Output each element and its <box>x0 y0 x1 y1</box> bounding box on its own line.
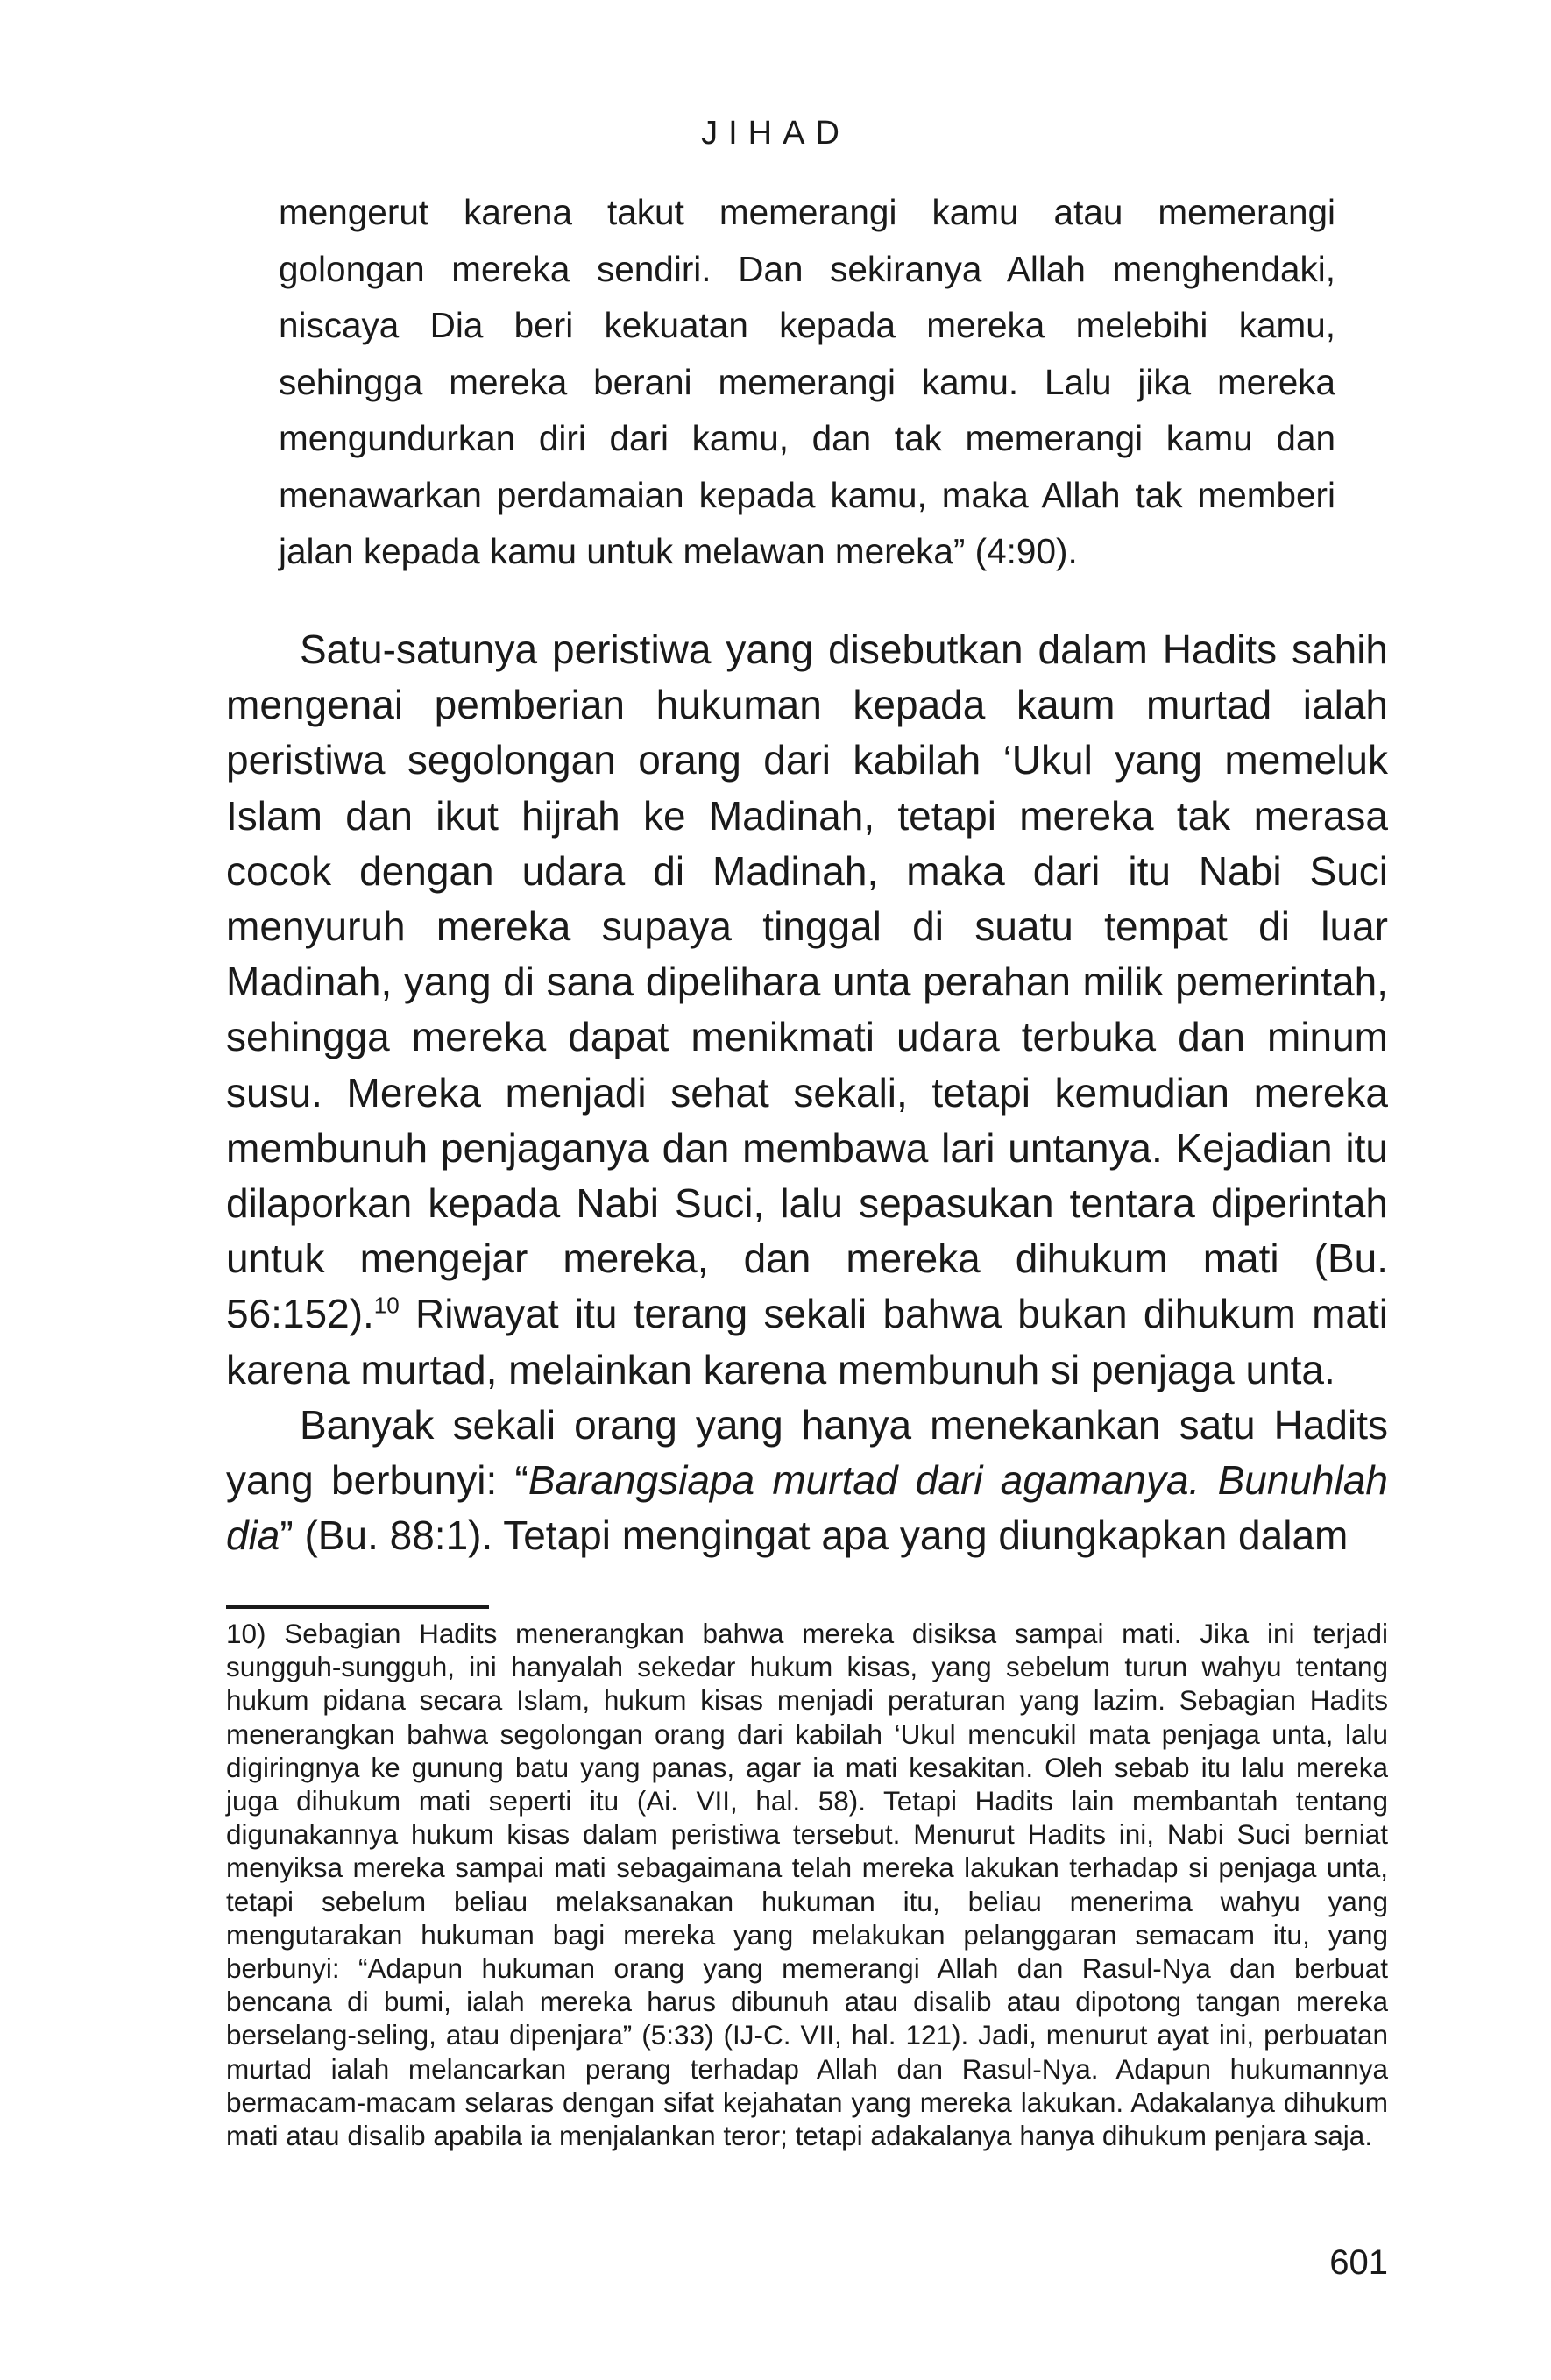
paragraph-2-text-b: ” (Bu. 88:1). Tetapi mengingat apa yang diungkapkan dalam <box>280 1512 1349 1559</box>
paragraph-2-quote-italic: Barangsiapa murtad dari agamanya. Bunuhlah dia <box>226 1457 1388 1559</box>
paragraph-2 <box>226 1398 1388 1564</box>
quoted-verse-text: mengerut karena takut memerangi kamu atau memerangi golongan mereka sendiri. Dan sekiranya Allah menghendaki, niscaya Dia beri kekuatan kepada mereka melebihi kamu, sehingga mereka berani memerangi kamu. Lalu jika mereka mengundurkan diri dari kamu, dan tak memerangi kamu dan menawarkan perdamaian kepada kamu, maka Allah tak memberi jalan kepada kamu untuk melawan mereka” (4:90). <box>279 192 1335 571</box>
main-text <box>226 622 1388 1563</box>
paragraph-1 <box>226 622 1388 1398</box>
quoted-verse <box>279 184 1335 580</box>
paragraph-2-text-a: Banyak sekali orang yang hanya menekankan satu Hadits yang berbunyi: “ <box>226 1401 1388 1504</box>
paragraph-1-text-a: Satu-satunya peristiwa yang disebutkan dalam Hadits sahih mengenai pemberian hukuman kepada kaum murtad ialah peristiwa segolongan orang dari kabilah ‘Ukul yang memeluk Islam dan ikut hijrah ke Madinah, tetapi mereka tak merasa cocok dengan udara di Madinah, maka dari itu Nabi Suci menyuruh mereka supaya tinggal di suatu tempat di luar Madinah, yang di sana dipelihara unta perahan milik pemerintah, sehingga mereka dapat menikmati udara terbuka dan minum susu. Mereka menjadi sehat sekali, tetapi kemudian mereka membunuh penjaganya dan membawa lari untanya. Kejadian itu dilaporkan kepada Nabi Suci, lalu sepasukan tentara diperintah untuk mengejar mereka, dan mereka dihukum mati (Bu. 56:152). <box>226 627 1388 1337</box>
running-head: JIHAD <box>701 115 850 152</box>
footnote-10: 10) Sebagian Hadits menerangkan bahwa mereka disiksa sampai mati. Jika ini terjadi sungguh-sungguh, ini hanyalah sekedar hukum kisas, yang sebelum turun wahyu tentang hukum pidana secara Islam, hukum kisas menjadi peraturan yang lazim. Sebagian Hadits menerangkan bahwa segolongan orang dari kabilah ‘Ukul mencukil mata penjaga unta, lalu digiringnya ke gunung batu yang panas, agar ia mati kesakitan. Oleh sebab itu lalu mereka juga dihukum mati seperti itu (Ai. VII, hal. 58). Tetapi Hadits lain membantah tentang digunakannya hukum kisas dalam peristiwa tersebut. Menurut Hadits ini, Nabi Suci berniat menyiksa mereka sampai mati sebagaimana telah mereka lakukan terhadap si penjaga unta, tetapi sebelum beliau melaksanakan hukuman itu, beliau menerima wahyu yang mengutarakan hukuman bagi mereka yang melakukan pelanggaran semacam itu, yang berbunyi: “Adapun hukuman orang yang memerangi Allah dan Rasul-Nya dan berbuat bencana di bumi, ialah mereka harus dibunuh atau disalib atau dipotong tangan mereka berselang-seling, atau dipenjara” (5:33) (IJ-C. VII, hal. 121). Jadi, menurut ayat ini, perbuatan murtad ialah melancarkan perang terhadap Allah dan Rasul-Nya. Adapun hukumannya bermacam-macam selaras dengan sifat kejahatan yang mereka lakukan. Adakalanya dihukum mati atau disalib apabila ia menjalankan teror; tetapi adakalanya hanya dihukum penjara saja. <box>226 1618 1388 2152</box>
footnote-reference: 10 <box>373 1293 400 1320</box>
paragraph-1-text-b: Riwayat itu terang sekali bahwa bukan dihukum mati karena murtad, melainkan karena membunuh si penjaga unta. <box>226 1291 1388 1392</box>
footnote <box>226 1617 1388 2152</box>
footnote-divider <box>226 1605 489 1609</box>
page-number: 601 <box>1329 2243 1388 2282</box>
